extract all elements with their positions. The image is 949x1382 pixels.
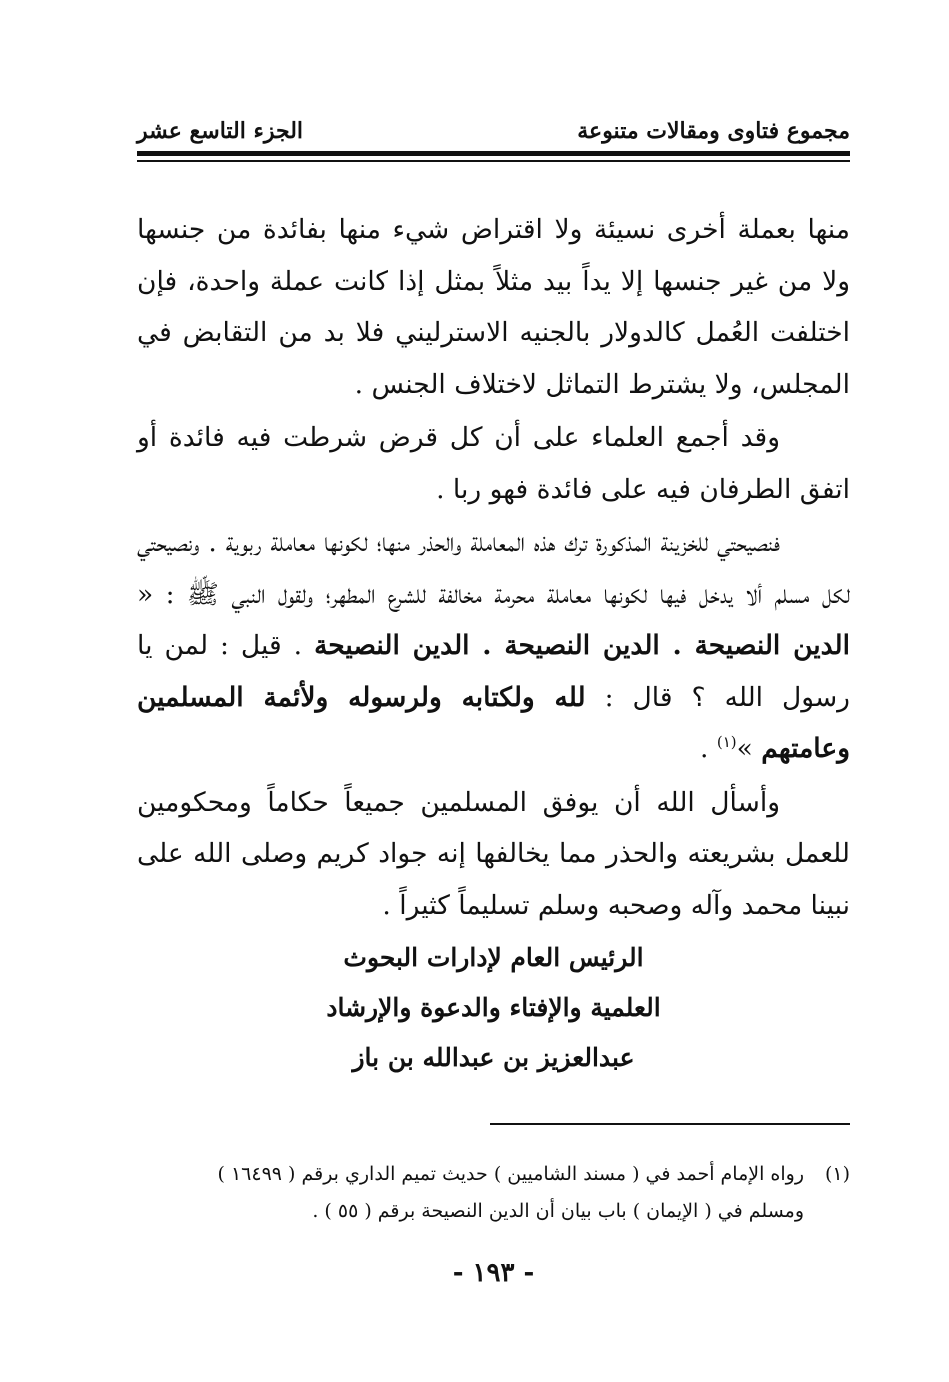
footnotes xyxy=(137,1156,850,1230)
quote-close: » xyxy=(736,733,762,764)
footnote-line-1: رواه الإمام أحمد في ( مسند الشاميين ) حديث تميم الداري برقم ( ١٦٤٩٩ ) xyxy=(217,1163,804,1185)
main-text xyxy=(137,204,850,931)
footnote-item xyxy=(137,1156,850,1193)
running-header xyxy=(137,110,850,144)
volume-label: الجزء التاسع عشر xyxy=(137,118,304,144)
paragraph-3 xyxy=(137,517,850,775)
paragraph-1: منها بعملة أخرى نسيئة ولا اقتراض شيء منها بفائدة من جنسها ولا من غير جنسها إلا يداً بيد مثلاً بمثل إذا كانت عملة واحدة، فإن اختلفت العُمل كالدولار بالجنيه الاسترليني فلا بد من التقابض في المجلس، ولا يشترط التماثل لاختلاف الجنس . xyxy=(137,214,850,400)
footnote-separator xyxy=(490,1123,850,1125)
paragraph-3-end: . xyxy=(699,733,717,764)
signature-line-1: الرئيس العام لإدارات البحوث xyxy=(343,943,644,972)
paragraph-3-intro: فنصيحتي للخزينة المذكورة ترك هذه المعاملة والحذر منها؛ لكونها معاملة ربوية . ونصيحتي لكل مسلم ألا يدخل فيها لكونها معاملة محرمة مخالفة للشرع المطهر؛ ولقول النبي ﷺ : « xyxy=(137,527,850,610)
footnote-number: (١) xyxy=(824,1163,850,1185)
hadith-text-1: الدين النصيحة . الدين النصيحة . الدين النصيحة xyxy=(314,630,850,661)
signature-line-2: العلمية والإفتاء والدعوة والإرشاد xyxy=(326,993,661,1022)
paragraph-4: وأسأل الله أن يوفق المسلمين جميعاً حكاماً ومحكومين للعمل بشريعته والحذر مما يخالفها إنه جواد كريم وصلى الله على نبينا محمد وآله وصحبه وسلم تسليماً كثيراً . xyxy=(137,786,850,921)
paragraph-3-mid: . قيل : لمن يا رسول الله ؟ قال : xyxy=(137,630,850,713)
paragraph-2: وقد أجمع العلماء على أن كل قرض شرطت فيه فائدة أو اتفق الطرفان فيه على فائدة فهو ربا . xyxy=(137,422,850,505)
signature-block xyxy=(137,933,850,1083)
signature-line-3: عبدالعزيز بن عبدالله بن باز xyxy=(352,1043,635,1072)
footnote-line-2: ومسلم في ( الإيمان ) باب بيان أن الدين النصيحة برقم ( ٥٥ ) . xyxy=(312,1200,804,1222)
book-title: مجموع فتاوى ومقالات متنوعة xyxy=(577,118,850,144)
header-rule-thin xyxy=(137,160,850,162)
footnote-reference[interactable]: (١) xyxy=(716,733,737,752)
hadith-text-2: لله ولكتابه ولرسوله ولأئمة المسلمين وعامتهم xyxy=(137,681,850,764)
header-rule-thick xyxy=(137,151,850,156)
page-number: - ١٩٣ - xyxy=(452,1258,535,1288)
